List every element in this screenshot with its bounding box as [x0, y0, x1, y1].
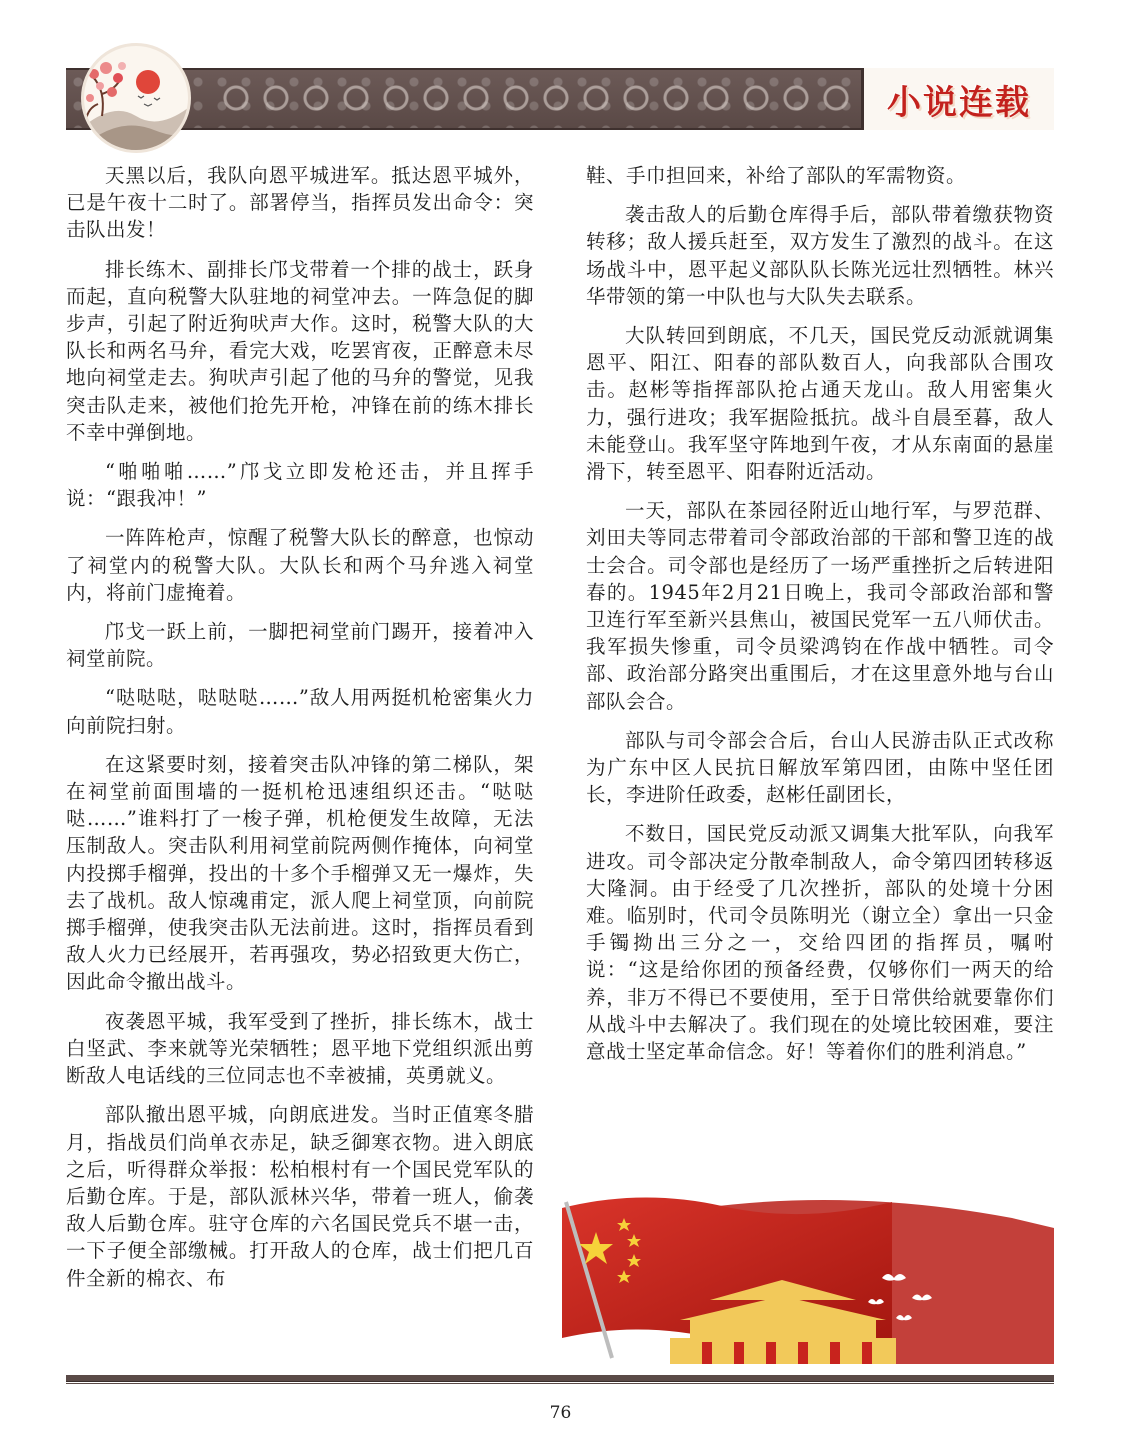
- paragraph: 部队撤出恩平城，向朗底进发。当时正值寒冬腊月，指战员们尚单衣赤足，缺乏御寒衣物。进入朗底之后，听得群众举报：松柏根村有一个国民党军队的后勤仓库。于是，部队派林兴华，带着一班人，偷袭敌人后勤仓库。驻守仓库的六名国民党兵不堪一击，一下子便全部缴械。打开敌人的仓库，战士们把几百件全新的棉衣、布: [66, 1103, 534, 1290]
- paragraph: 不数日，国民党反动派又调集大批军队，向我军进攻。司令部决定分散牵制敌人，命令第四团转移返大隆洞。由于经受了几次挫折，部队的处境十分困难。临别时，代司令员陈明光（谢立全）拿出一只金手镯拗出三分之一，交给四团的指挥员，嘱咐说：“这是给你团的预备经费，仅够你们一两天的给养，非万不得已不要使用，至于日常供给就要靠你们从战斗中去解决了。我们现在的处境比较困难，要注意战士坚定革命信念。好！等着你们的胜利消息。”: [586, 822, 1054, 1064]
- footer-rule: [66, 1375, 1054, 1382]
- paragraph: “哒哒哒，哒哒哒……”敌人用两挺机枪密集火力向前院扫射。: [66, 686, 534, 737]
- paragraph: 大队转回到朗底，不几天，国民党反动派就调集恩平、阳江、阳春的部队数百人，向我部队合围攻击。赵彬等指挥部队抢占通天龙山。敌人用密集火力，强行进攻；我军据险抵抗。战斗自晨至暮，敌人未能登山。我军坚守阵地到午夜，才从东南面的悬崖滑下，转至恩平、阳春附近活动。: [586, 324, 1054, 484]
- footer-rule-thin: [66, 1383, 1054, 1384]
- red-flag-tiananmen-icon: [552, 1188, 1054, 1364]
- paragraph: 天黑以后，我队向恩平城进军。抵达恩平城外，已是午夜十二时了。部署停当，指挥员发出命令：突击队出发！: [66, 164, 534, 242]
- paragraph: 在这紧要时刻，接着突击队冲锋的第二梯队，架在祠堂前面围墙的一挺机枪迅速组织还击。“哒哒哒……”谁料打了一梭子弹，机枪便发生故障，无法压制敌人。突击队利用祠堂前院两侧作掩体，向祠堂内投掷手榴弹，投出的十多个手榴弹又无一爆炸，失去了战机。敌人惊魂甫定，派人爬上祠堂顶，向前院掷手榴弹，使我突击队无法前进。这时，指挥员看到敌人火力已经展开，若再强攻，势必招致更大伤亡，因此命令撤出战斗。: [66, 752, 534, 994]
- paragraph: 一天，部队在茶园径附近山地行军，与罗范群、刘田夫等同志带着司令部政治部的干部和警卫连的战士会合。司令部也是经历了一场严重挫折之后转进阳春的。1945年2月21日晚上，我司令部政治部和警卫连行军至新兴县焦山，被国民党军一五八师伏击。我军损失惨重，司令员梁鸿钧在作战中牺牲。司令部、政治部分路突出重围后，才在这里意外地与台山部队会合。: [586, 499, 1054, 713]
- section-title-panel: [861, 68, 1054, 130]
- paragraph: 排长练木、副排长邝戈带着一个排的战士，跃身而起，直向税警大队驻地的祠堂冲去。一阵急促的脚步声，引起了附近狗吠声大作。这时，税警大队的大队长和两名马弁，看完大戏，吃罢宵夜，正醉意未尽地向祠堂走去。狗吠声引起了他的马弁的警觉，见我突击队走来，被他们抢先开枪，冲锋在前的练木排长不幸中弹倒地。: [66, 257, 534, 444]
- page-number: 76: [549, 1403, 572, 1423]
- left-column: [66, 162, 534, 1304]
- section-title: 小说连载: [887, 82, 1031, 123]
- paragraph: “啪啪啪……”邝戈立即发枪还击，并且挥手说：“跟我冲！”: [66, 460, 534, 511]
- header-band: [66, 68, 1054, 130]
- paragraph: 邝戈一跃上前，一脚把祠堂前门踢开，接着冲入祠堂前院。: [66, 620, 534, 671]
- paragraph: 一阵阵枪声，惊醒了税警大队长的醉意，也惊动了祠堂内的税警大队。大队长和两个马弁逃入祠堂内，将前门虚掩着。: [66, 526, 534, 604]
- right-column: [586, 162, 1054, 1077]
- paragraph: 袭击敌人的后勤仓库得手后，部队带着缴获物资转移；敌人援兵赶至，双方发生了激烈的战斗。在这场战斗中，恩平起义部队队长陈光远壮烈牺牲。林兴华带领的第一中队也与大队失去联系。: [586, 203, 1054, 308]
- paragraph: 夜袭恩平城，我军受到了挫折，排长练木，战士白坚武、李来就等光荣牺牲；恩平地下党组织派出剪断敌人电话线的三位同志也不幸被捕，英勇就义。: [66, 1009, 534, 1088]
- paragraph: 部队与司令部会合后，台山人民游击队正式改称为广东中区人民抗日解放军第四团，由陈中坚任团长，李进阶任政委，赵彬任副团长，: [586, 728, 1054, 807]
- article-body: [66, 162, 1054, 1362]
- paragraph-continued: 鞋、手巾担回来，补给了部队的军需物资。: [586, 164, 967, 187]
- plum-blossom-sun-mountain-icon: [84, 46, 188, 150]
- header-ornament: [216, 78, 876, 118]
